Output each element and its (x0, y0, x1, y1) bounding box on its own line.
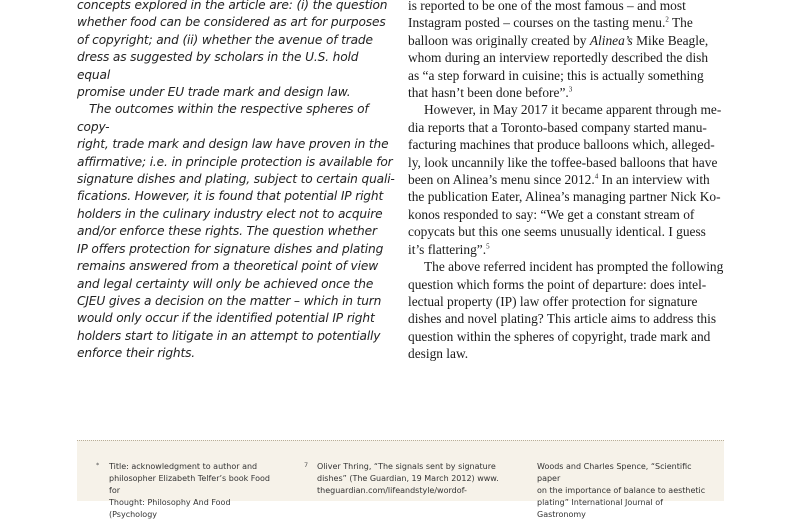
footnote (96, 461, 281, 521)
text-line: Instagram posted – courses on the tasting menu. (408, 15, 666, 31)
text-line: remains answered from a theoretical point of view (77, 259, 379, 274)
text-line: affirmative; i.e. in principle protection is available for (77, 154, 393, 169)
text-line: holders in the culinary industry elect not to acquire (77, 206, 383, 221)
footnote-ref[interactable]: 5 (486, 242, 490, 251)
text-line: The outcomes within the respective spheres of copy- (77, 102, 369, 134)
text-line: balloon was originally created by (408, 32, 590, 48)
footnote-text (317, 461, 504, 497)
text-line: as “a step forward in cuisine; this is actually something (408, 67, 704, 83)
footnote (524, 461, 714, 521)
text-line: dress as suggested by scholars in the U.S. hold equal (77, 50, 359, 82)
text-line: holders start to litigate in an attempt to potentially (77, 328, 381, 343)
text-line: design law. (408, 346, 469, 362)
abstract-column (77, 0, 395, 363)
emphasis-text: Alinea’s (589, 32, 633, 48)
text-line: been on Alinea’s menu since 2012. (408, 172, 595, 188)
text-line: The above referred incident has prompted the following (424, 259, 724, 275)
text-line: promise under EU trade mark and design law. (77, 85, 351, 100)
text-line: dia reports that a Toronto-based company started manu- (408, 119, 707, 135)
text-line: konos responded to say: “We get a constant stream of (408, 206, 695, 222)
text-line: plating” International Journal of Gastronomy (537, 498, 663, 519)
text-line: right, trade mark and design law have proven in the (77, 137, 389, 152)
body-paragraph (408, 0, 724, 101)
text-line: fications. However, it is found that potential IP right (77, 189, 384, 204)
footnote-ref[interactable]: 3 (568, 85, 573, 94)
text-line: CJEU gives a decision on the matter – which in turn (77, 293, 382, 308)
text-line: Title: acknowledgment to author and (109, 462, 258, 471)
footnote (304, 461, 504, 497)
text-line: Thought: Philosophy And Food (Psychology (109, 498, 231, 519)
text-line: ly, look uncannily like the toffee-based balloons that have (408, 154, 718, 170)
text-line: the publication Eater, Alinea’s managing partner Nick Ko- (408, 189, 721, 205)
text-line: However, in May 2017 it became apparent through me- (424, 102, 722, 118)
abstract-paragraph (77, 0, 395, 101)
text-line: signature dishes and plating, subject to certain quali- (77, 172, 395, 187)
text-line: question which forms the point of departure: does intel- (408, 276, 707, 292)
abstract-paragraph (77, 101, 395, 362)
text-line: of copyright; and (ii) whether the avenue of trade (77, 32, 373, 47)
footnote-text (109, 461, 281, 521)
text-line: lectual property (IP) law offer protection for signature (408, 293, 698, 309)
text-line: on the importance of balance to aesthetic (537, 486, 706, 495)
text-line: facturing machines that produce balloons which, alleged- (408, 137, 715, 153)
text-line: Mike Beagle, (632, 32, 709, 48)
text-line: is reported to be one of the most famous – and most (408, 0, 686, 13)
text-line: In an interview with (598, 172, 710, 188)
footnote-marker: 7 (304, 461, 309, 469)
footnote-marker: * (96, 461, 100, 469)
text-line: philosopher Elizabeth Telfer’s book Food for (109, 474, 270, 495)
body-paragraph (408, 101, 724, 258)
text-line: IP offers protection for signature dishes and plating (77, 241, 384, 256)
footnote-ref[interactable]: 2 (665, 15, 669, 24)
text-line[interactable]: theguardian.com/lifeandstyle/wordof- (317, 486, 467, 495)
text-line: that hasn’t been done before”. (408, 85, 569, 101)
text-line: whether food can be considered as art for purposes (77, 15, 386, 30)
text-line: enforce their rights. (77, 346, 196, 361)
text-line: dishes and novel plating? This article aims to address this (408, 311, 717, 327)
text-line: and legal certainty will only be achieved once the (77, 276, 374, 291)
text-line: would only occur if the identified potential IP right (77, 311, 375, 326)
footnote-ref[interactable]: 4 (594, 172, 599, 181)
text-line: The (668, 15, 693, 31)
text-line: Woods and Charles Spence, “Scientific paper (537, 462, 692, 483)
body-paragraph (408, 258, 724, 362)
text-line: it’s flattering”. (408, 241, 487, 257)
text-line: Oliver Thring, “The signals sent by signature (317, 462, 496, 471)
body-column (408, 0, 724, 363)
text-line: whom during an interview reportedly described the dish (408, 50, 709, 66)
text-line: concepts explored in the article are: (i) the question (77, 0, 388, 12)
footnotes-panel (77, 440, 724, 519)
text-line: dishes” (The Guardian, 19 March 2012) www. (317, 474, 499, 483)
text-line: and/or enforce these rights. The question whether (77, 224, 377, 239)
text-line: copycats but this one seems unusually identical. I guess (408, 224, 706, 240)
footnote-text (537, 461, 714, 521)
text-line: question within the spheres of copyright, trade mark and (408, 328, 711, 344)
